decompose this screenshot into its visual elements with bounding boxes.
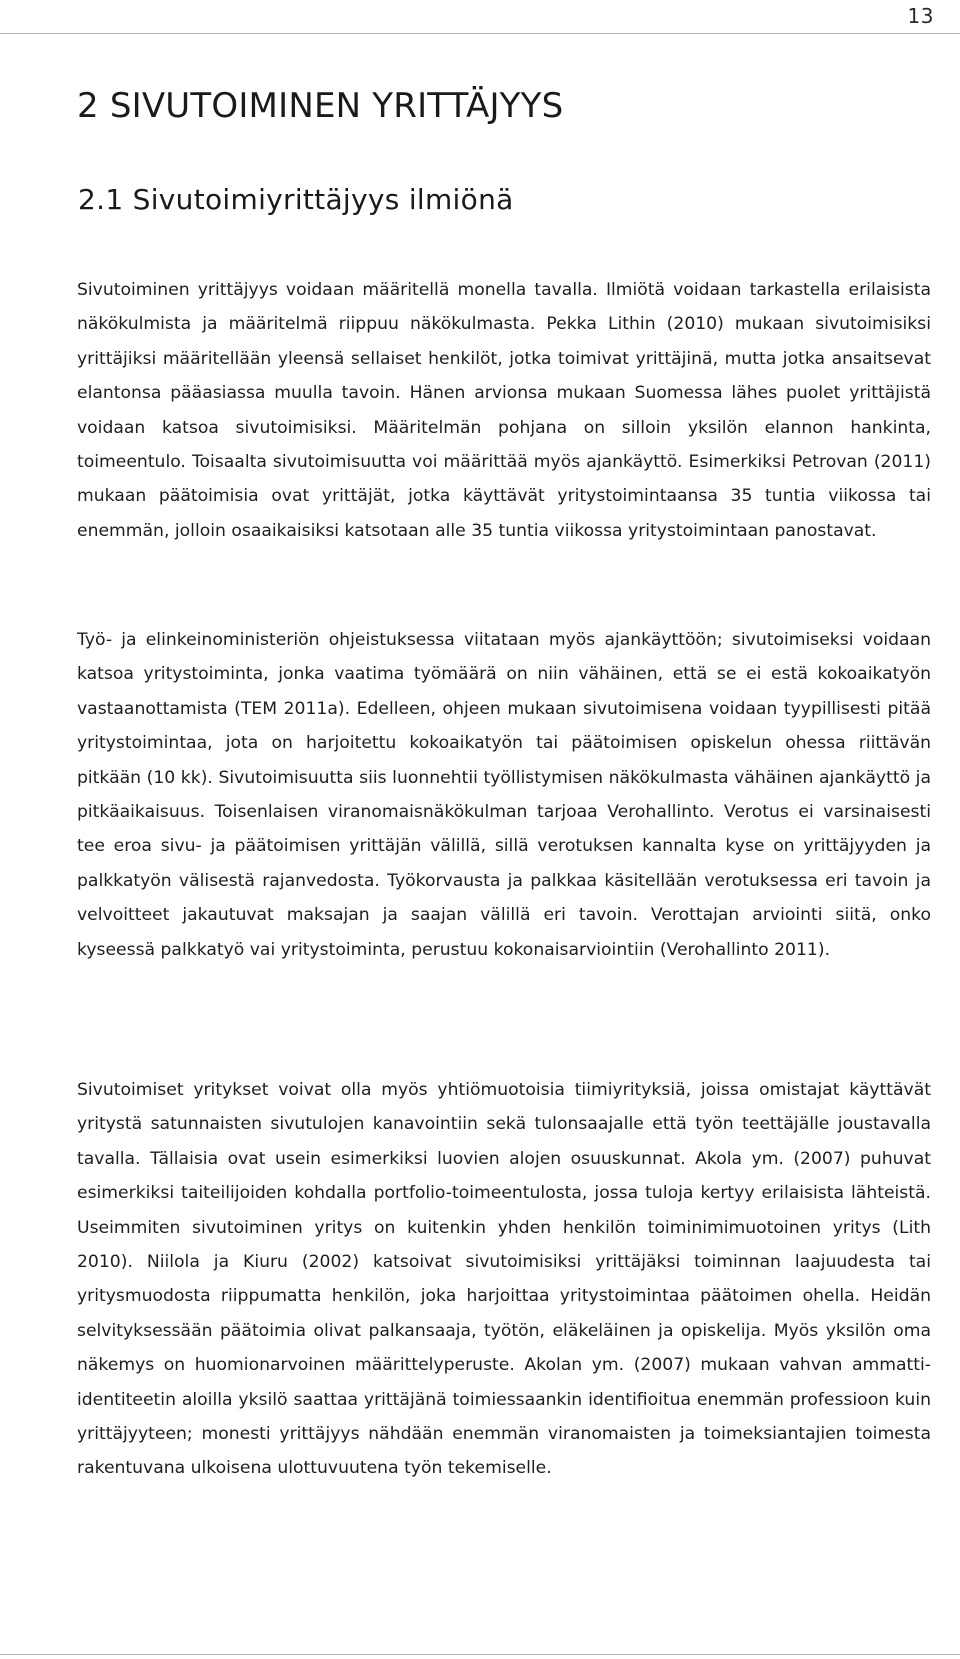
page-number: 13	[907, 4, 934, 28]
paragraph-company-forms: Sivutoimiset yritykset voivat olla myös yhtiömuotoisia tiimiyrityksiä, joissa omistajat käyttävät yritystä satunnaisten sivutulojen kanavointiin sekä tulonsaajalle että työn teettäjälle joustavalla tavalla. Tällaisia ovat usein esimerkiksi luovien alojen osuuskunnat. Akola ym. (2007) puhuvat esimerkiksi taiteilijoiden kohdalla portfolio-toimeentulosta, jossa tuloja kertyy erilaisista lähteistä. Useimmiten sivutoiminen yritys on kuitenkin yhden henkilön toiminimimuotoinen yritys (Lith 2010). Niilola ja Kiuru (2002) katsoivat sivutoimisiksi yrittäjäksi toiminnan laajuudesta tai yritysmuodosta riippumatta henkilön, joka harjoittaa yritystoimintaa päätoimen ohella. Heidän selvityksessään päätoimia olivat palkansaaja, työtön, eläkeläinen ja opiskelija. Myös yksilön oma näkemys on huomionarvoinen määrittelyperuste. Akolan ym. (2007) mukaan vahvan ammatti-identiteetin aloilla yksilö saattaa yrittäjänä toimiessaankin identifioitua enemmän professioon kuin yrittäjyyteen; monesti yrittäjyys nähdään enemmän viranomaisten ja toimeksiantajien toimesta rakentuvana ulkoisena ulottuvuutena työn tekemiselle.	[77, 1080, 931, 1479]
paragraph-tem-guidance: Työ- ja elinkeinoministeriön ohjeistuksessa viitataan myös ajankäyttöön; sivutoimiseksi voidaan katsoa yritystoiminta, jonka vaatima työmäärä on niin vähäinen, että se ei estä kokoaikatyön vastaanottamista (TEM 2011a). Edelleen, ohjeen mukaan sivutoimisena voidaan tyypillisesti pitää yritystoimintaa, jota on harjoitettu kokoaikatyön tai päätoimisen opiskelun ohessa riittävän pitkään (10 kk). Sivutoimisuutta siis luonnehtii työllistymisen näkökulmasta vähäinen ajankäyttö ja pitkäaikaisuus. Toisenlaisen viranomaisnäkökulman tarjoaa Verohallinto. Verotus ei varsinaisesti tee eroa sivu- ja päätoimisen yrittäjän välillä, sillä verotuksen kannalta kyse on yrittäjyyden ja palkkatyön välisestä rajanvedosta. Työkorvausta ja palkkaa käsitellään verotuksessa eri tavoin ja velvoitteet jakautuvat maksajan ja saajan välillä eri tavoin. Verottajan arviointi siitä, onko kyseessä palkkatyö vai yritystoiminta, perustuu kokonaisarviointiin (Verohallinto 2011).	[77, 630, 931, 960]
footer-divider	[0, 1654, 960, 1655]
paragraph-definition: Sivutoiminen yrittäjyys voidaan määritellä monella tavalla. Ilmiötä voidaan tarkastella erilaisista näkökulmista ja määritelmä riippuu näkökulmasta. Pekka Lithin (2010) mukaan sivutoimisiksi yrittäjiksi määritellään yleensä sellaiset henkilöt, jotka toimivat yrittäjinä, mutta jotka ansaitsevat elantonsa pääasiassa muulla tavoin. Hänen arvionsa mukaan Suomessa lähes puolet yrittäjistä voidaan katsoa sivutoimisiksi. Määritelmän pohjana on silloin yksilön elannon hankinta, toimeentulo. Toisaalta sivutoimisuutta voi määrittää myös ajankäyttö. Esimerkiksi Petrovan (2011) mukaan päätoimisia ovat yrittäjät, jotka käyttävät yritystoimintaansa 35 tuntia viikossa tai enemmän, jolloin osaaikaisiksi katsotaan alle 35 tuntia viikossa yritystoimintaan panostavat.	[77, 280, 931, 541]
chapter-title: 2 SIVUTOIMINEN YRITTÄJYYS	[77, 86, 564, 126]
header-divider	[0, 33, 960, 34]
section-title: 2.1 Sivutoimiyrittäjyys ilmiönä	[78, 183, 514, 216]
